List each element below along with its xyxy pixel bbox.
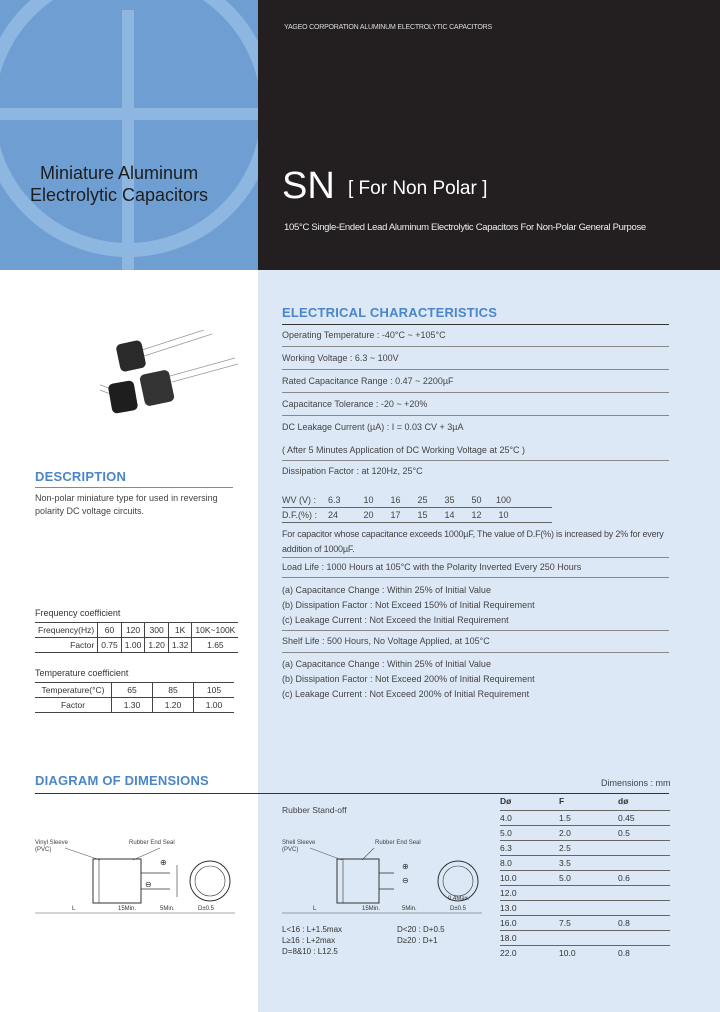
- row-rule: [282, 392, 669, 393]
- dimensions-title: DIAGRAM OF DIMENSIONS: [35, 773, 209, 788]
- dimension-cell-dd: [618, 841, 670, 855]
- rubber-standoff-label: Rubber Stand-off: [282, 805, 347, 815]
- temp-cell: Temperature(°C): [35, 683, 112, 698]
- tagline: 105°C Single-Ended Lead Aluminum Electrolytic Capacitors For Non-Polar General Purpose: [284, 222, 646, 233]
- dimension-row: [500, 840, 670, 855]
- length-notes: [282, 924, 342, 957]
- dim-15min-label-2: 15Min.: [362, 906, 381, 912]
- dim-15min-label: 15Min.: [118, 906, 137, 912]
- dim-04max-label: 0.4Max.: [448, 896, 470, 902]
- dimension-row: [500, 810, 670, 825]
- col-header-f: F: [559, 796, 565, 806]
- wv-value: 25: [417, 495, 428, 505]
- shelf-life-c: (c) Leakage Current : Not Exceed 200% of Initial Requirement: [282, 689, 530, 699]
- shelf-life-b: (b) Dissipation Factor : Not Exceed 200% of Initial Requirement: [282, 674, 535, 684]
- dimensions-rule: [35, 793, 669, 794]
- title-line-2: Electrolytic Capacitors: [30, 185, 209, 205]
- wv-value: 6.3: [328, 495, 341, 505]
- shelf-life-a: (a) Capacitance Change : Within 25% of Initial Value: [282, 659, 491, 669]
- load-life: Load Life : 1000 Hours at 105°C with the Polarity Inverted Every 250 Hours: [282, 562, 582, 572]
- dimension-cell-d: 5.0: [500, 828, 512, 838]
- temperature-row-temp: [35, 683, 234, 698]
- df-value: 14: [444, 510, 455, 520]
- rubber-seal-label: Rubber End Seal: [129, 840, 175, 846]
- freq-cell: 1.32: [168, 638, 192, 653]
- plus-terminal-icon: ⊕: [160, 858, 167, 867]
- dimensions-unit: Dimensions : mm: [601, 778, 671, 788]
- wv-value: 50: [471, 495, 482, 505]
- minus-terminal-icon: ⊖: [145, 880, 152, 889]
- dim-l-label-2: L: [313, 906, 317, 912]
- working-voltage: Working Voltage : 6.3 ~ 100V: [282, 353, 399, 363]
- dimension-cell-f: 10.0: [559, 948, 576, 958]
- dimension-cell-d: 18.0: [500, 933, 517, 943]
- title-line-1: Miniature Aluminum: [40, 163, 199, 183]
- freq-cell: 60: [98, 623, 122, 638]
- temperature-table: [35, 682, 234, 713]
- frequency-row-hz: [35, 623, 238, 638]
- dimension-cell-f: [559, 886, 618, 900]
- length-note-2: L≥16 : L+2max: [282, 936, 336, 945]
- frequency-title: Frequency coefficient: [35, 608, 121, 618]
- shell-line-2: (PVC): [282, 847, 299, 853]
- plus-terminal-icon-2: ⊕: [402, 862, 409, 871]
- row-rule: [282, 630, 669, 631]
- length-note-1: L<16 : L+1.5max: [282, 925, 343, 934]
- frequency-table: [35, 622, 238, 653]
- dim-5min-label-2: 5Min.: [402, 906, 417, 912]
- wv-values: [328, 495, 517, 505]
- temp-cell: 85: [153, 683, 194, 698]
- rubber-seal-label-2: Rubber End Seal: [375, 840, 421, 846]
- dim-d-label: D±0.5: [198, 906, 214, 912]
- series-subtitle: [ For Non Polar ]: [348, 178, 488, 199]
- row-rule: [282, 369, 669, 370]
- wv-underline: [282, 507, 552, 508]
- row-rule: [282, 652, 669, 653]
- dimension-row: [500, 945, 670, 960]
- diameter-note-1: D<20 : D+0.5: [397, 925, 445, 934]
- temp-cell: 1.00: [194, 698, 235, 713]
- freq-cell: 10K~100K: [192, 623, 238, 638]
- dimension-cell-d: 10.0: [500, 873, 517, 883]
- dim-d-label-2: D±0.5: [450, 906, 466, 912]
- frequency-row-factor: [35, 638, 238, 653]
- temp-cell: 1.20: [153, 698, 194, 713]
- dimension-cell-f: 5.0: [559, 873, 571, 883]
- dimension-cell-dd: 0.45: [618, 813, 635, 823]
- dimension-cell-dd: 0.6: [618, 873, 630, 883]
- load-life-c: (c) Leakage Current : Not Exceed the Initial Requirement: [282, 615, 509, 625]
- dimension-row: [500, 930, 670, 945]
- dimension-row: [500, 825, 670, 840]
- dimension-cell-d: 16.0: [500, 918, 517, 928]
- dimension-cell-d: 12.0: [500, 888, 517, 898]
- capacitance-range: Rated Capacitance Range : 0.47 ~ 2200µF: [282, 376, 454, 386]
- col-header-d: Dø: [500, 796, 512, 806]
- description-text: [35, 492, 218, 518]
- temp-cell: 65: [112, 683, 153, 698]
- length-note-3: D=8&10 : L12.5: [282, 947, 338, 956]
- freq-cell: 0.75: [98, 638, 122, 653]
- company-line: YAGEO CORPORATION ALUMINUM ELECTROLYTIC CAPACITORS: [284, 24, 492, 31]
- diameter-note-2: D≥20 : D+1: [397, 936, 438, 945]
- row-rule: [282, 557, 669, 558]
- dimension-cell-f: 3.5: [559, 858, 571, 868]
- description-line-2: polarity DC voltage circuits.: [35, 506, 145, 516]
- dim-l-label: L: [72, 906, 76, 912]
- df-note: [282, 527, 674, 557]
- header-left-panel: [0, 0, 258, 270]
- operating-temperature: Operating Temperature : -40°C ~ +105°C: [282, 330, 446, 340]
- leakage-note: ( After 5 Minutes Application of DC Working Voltage at 25°C ): [282, 445, 526, 455]
- dimension-row: [500, 870, 670, 885]
- dimension-row: [500, 915, 670, 930]
- freq-cell: 300: [145, 623, 169, 638]
- dimension-cell-d: 4.0: [500, 813, 512, 823]
- dimension-cell-f: 2.0: [559, 828, 571, 838]
- freq-cell: 1.20: [145, 638, 169, 653]
- dimension-cell-dd: 0.8: [618, 948, 630, 958]
- dimension-cell-dd: 0.8: [618, 918, 630, 928]
- dimension-cell-d: 8.0: [500, 858, 512, 868]
- dimension-cell-f: 2.5: [559, 843, 571, 853]
- wv-value: 35: [444, 495, 455, 505]
- capacitance-tolerance: Capacitance Tolerance : -20 ~ +20%: [282, 399, 428, 409]
- load-life-b: (b) Dissipation Factor : Not Exceed 150% of Initial Requirement: [282, 600, 535, 610]
- shell-line-1: Shell Sleeve: [282, 840, 316, 846]
- temperature-row-factor: [35, 698, 234, 713]
- dimension-cell-f: [559, 901, 618, 915]
- wv-value: 100: [495, 495, 512, 505]
- wv-value: 10: [363, 495, 374, 505]
- dimension-row: [500, 885, 670, 900]
- capacitor-photo: [100, 330, 250, 420]
- dimension-cell-d: 6.3: [500, 843, 512, 853]
- temp-cell: Factor: [35, 698, 112, 713]
- temperature-title: Temperature coefficient: [35, 668, 129, 678]
- description-line-1: Non-polar miniature type for used in reversing: [35, 493, 218, 503]
- dissipation-factor-title: Dissipation Factor : at 120Hz, 25°C: [282, 466, 423, 476]
- wv-label: WV (V) :: [282, 495, 316, 505]
- freq-cell: 1.00: [121, 638, 145, 653]
- dimension-row: [500, 900, 670, 915]
- dimension-cell-d: 13.0: [500, 903, 517, 913]
- df-value: 10: [498, 510, 509, 520]
- wv-value: 16: [390, 495, 401, 505]
- freq-cell: 120: [121, 623, 145, 638]
- freq-cell: 1.65: [192, 638, 238, 653]
- description-title: DESCRIPTION: [35, 469, 127, 484]
- temp-cell: 105: [194, 683, 235, 698]
- header-right-panel: [258, 0, 720, 270]
- df-underline: [282, 522, 552, 523]
- df-value: 17: [390, 510, 401, 520]
- dimension-cell-f: [559, 931, 618, 945]
- logo-watermark-icon: [0, 0, 258, 270]
- dimension-cell-dd: [618, 886, 670, 900]
- description-rule: [35, 487, 233, 488]
- temp-cell: 1.30: [112, 698, 153, 713]
- dimension-cell-dd: 0.5: [618, 828, 630, 838]
- df-note-line-2: addition of 1000µF.: [282, 544, 355, 554]
- dimension-cell-f: 1.5: [559, 813, 571, 823]
- series-name: SN: [282, 165, 335, 207]
- shelf-life: Shelf Life : 500 Hours, No Voltage Applied, at 105°C: [282, 636, 490, 646]
- electrical-rule: [282, 324, 669, 325]
- row-rule: [282, 415, 669, 416]
- dimension-cell-d: 22.0: [500, 948, 517, 958]
- df-value: 20: [363, 510, 374, 520]
- dimension-cell-dd: [618, 931, 670, 945]
- minus-terminal-icon-2: ⊖: [402, 876, 409, 885]
- col-header-dd: dø: [618, 796, 629, 806]
- electrical-title: ELECTRICAL CHARACTERISTICS: [282, 305, 498, 320]
- df-label: D.F.(%) :: [282, 510, 317, 520]
- dimensions-table: [500, 810, 670, 960]
- df-value: 12: [471, 510, 482, 520]
- df-values: [328, 510, 517, 520]
- freq-cell: Factor: [35, 638, 98, 653]
- row-rule: [282, 577, 669, 578]
- leakage-current: DC Leakage Current (µA) : I = 0.03 CV + 3µA: [282, 422, 464, 432]
- df-value: 15: [417, 510, 428, 520]
- dimension-row: [500, 855, 670, 870]
- row-rule: [282, 460, 669, 461]
- dimension-cell-f: 7.5: [559, 918, 571, 928]
- dimension-cell-dd: [618, 901, 670, 915]
- df-value: 24: [328, 510, 339, 520]
- dimension-cell-dd: [618, 856, 670, 870]
- freq-cell: 1K: [168, 623, 192, 638]
- vinyl-line-1: Vinyl Sleeve: [35, 840, 68, 846]
- vinyl-line-2: (PVC): [35, 847, 52, 853]
- df-note-line-1: For capacitor whose capacitance exceeds 1000µF, The value of D.F(%) is increased by 2% for every: [282, 529, 664, 539]
- diameter-notes: [397, 924, 445, 946]
- dim-5min-label: 5Min.: [160, 906, 175, 912]
- load-life-a: (a) Capacitance Change : Within 25% of Initial Value: [282, 585, 491, 595]
- row-rule: [282, 346, 669, 347]
- freq-cell: Frequency(Hz): [35, 623, 98, 638]
